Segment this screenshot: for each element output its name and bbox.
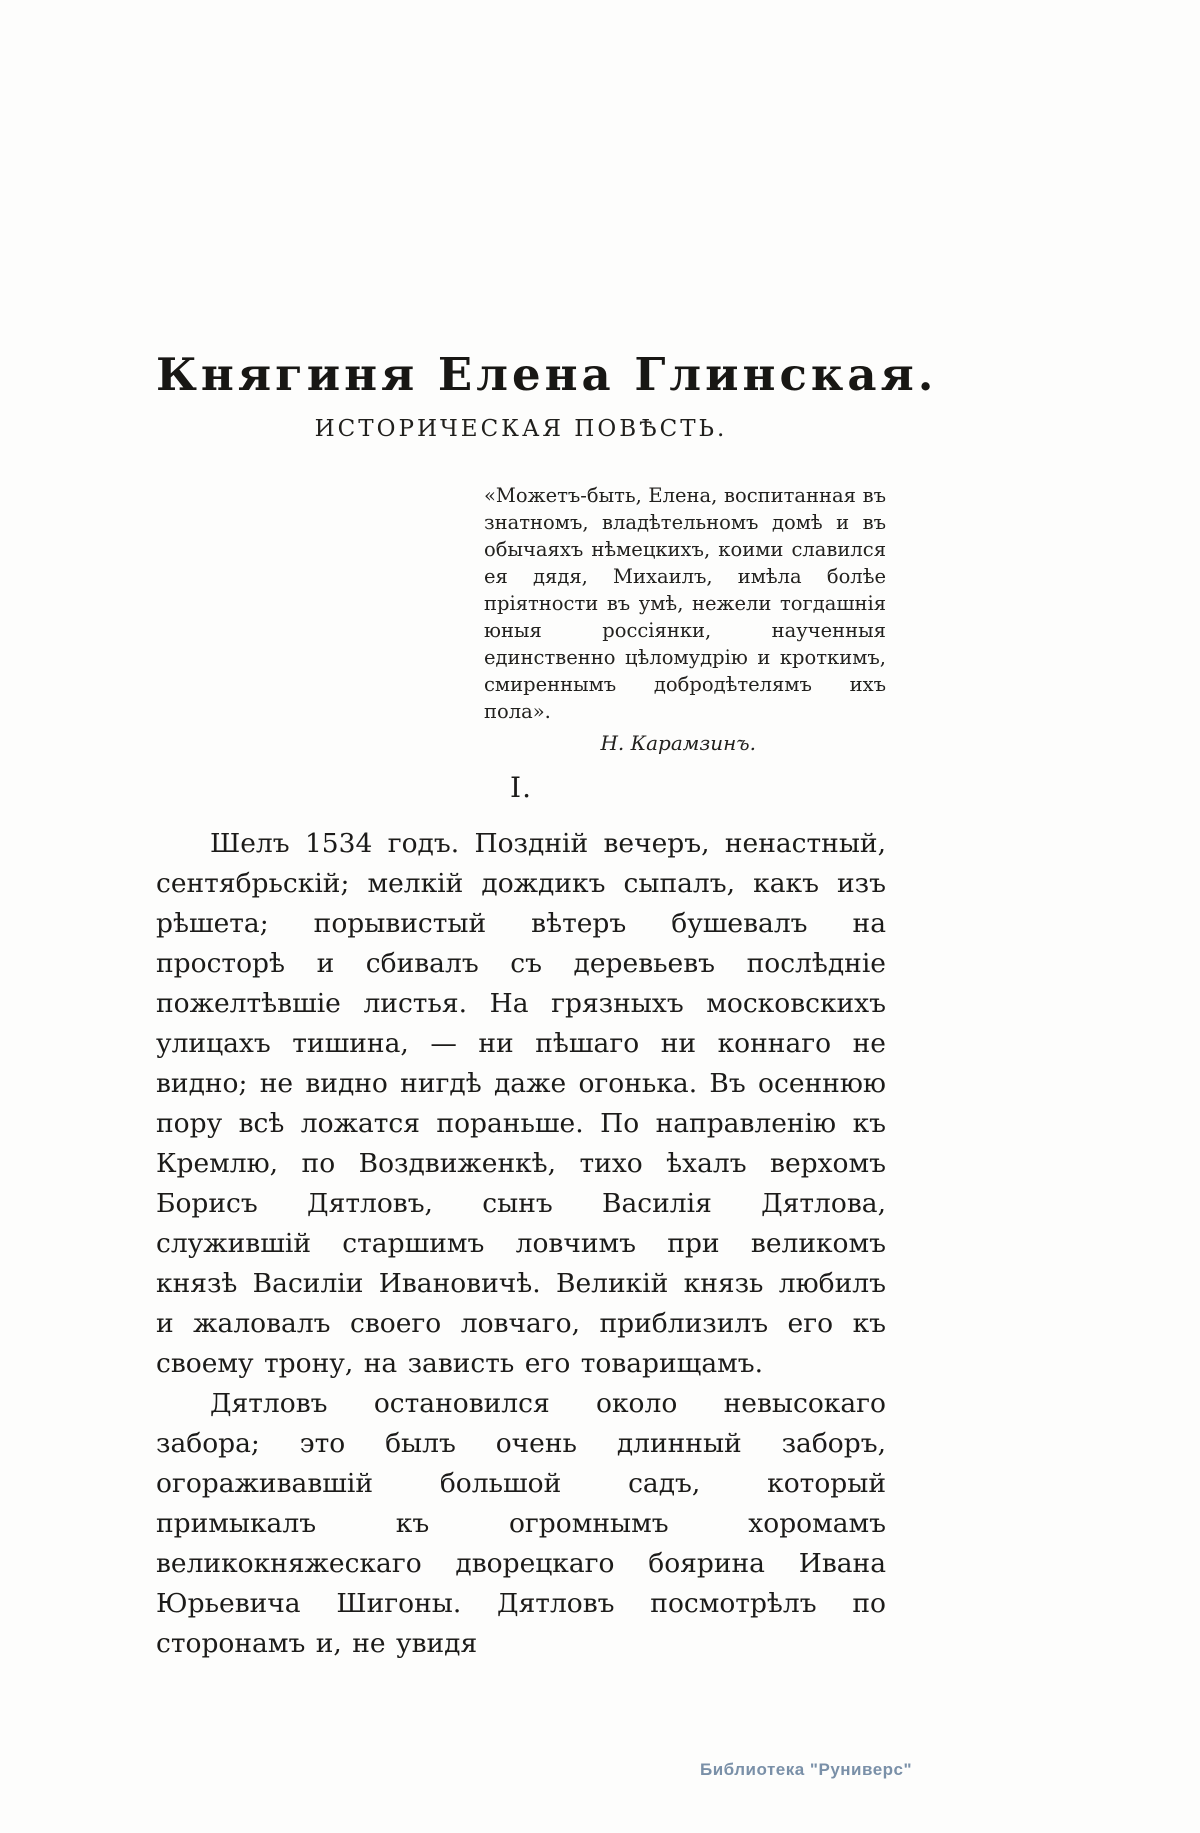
body-paragraph: Шелъ 1534 годъ. Поздній вечеръ, ненастный, сентябрьскій; мелкій дождикъ сыпалъ, какъ изъ рѣшета; порывистый вѣтеръ бушевалъ на просторѣ и сбивалъ съ деревьевъ послѣдніе пожелтѣвшіе листья. На грязныхъ московскихъ улицахъ тишина, — ни пѣшаго ни коннаго не видно; не видно нигдѣ даже огонька. Въ осеннюю пору всѣ ложатся пораньше. По направленію къ Кремлю, по Воздвиженкѣ, тихо ѣхалъ верхомъ Борисъ Дятловъ, сынъ Василія Дятлова, служившій старшимъ ловчимъ при великомъ князѣ Василіи Ивановичѣ. Великій князь любилъ и жаловалъ своего ловчаго, приблизилъ его къ своему трону, на зависть его товарищамъ. — [156, 828, 886, 1379]
text-column — [156, 348, 938, 1664]
page-subtitle: ИСТОРИЧЕСКАЯ ПОВѢСТЬ. — [314, 416, 728, 442]
chapter-heading: I. — [510, 771, 532, 804]
body-paragraph: Дятловъ остановился около невысокаго забора; это былъ очень длинный заборъ, огораживавшій большой садъ, который примыкалъ къ огромнымъ хоромамъ великокняжескаго дворецкаго боярина Ивана Юрьевича Шигоны. Дятловъ посмотрѣлъ по сторонамъ и, не увидя — [156, 1388, 886, 1659]
library-watermark: Библиотека "Руниверс" — [700, 1760, 913, 1779]
body-text — [156, 824, 886, 1664]
epigraph-text: «Можетъ-быть, Елена, воспитанная въ знатномъ, владѣтельномъ домѣ и въ обычаяхъ нѣмецкихъ, коими славился ея дядя, Михаилъ, имѣла болѣе пріятности въ умѣ, нежели тогдашнія юныя россіянки, наученныя единственно цѣломудрію и кроткимъ, смиреннымъ добродѣтелямъ ихъ пола». — [484, 484, 886, 723]
epigraph-attribution: Н. Карамзинъ. — [600, 731, 756, 755]
page-title: Княгиня Елена Глинская. — [156, 348, 938, 401]
